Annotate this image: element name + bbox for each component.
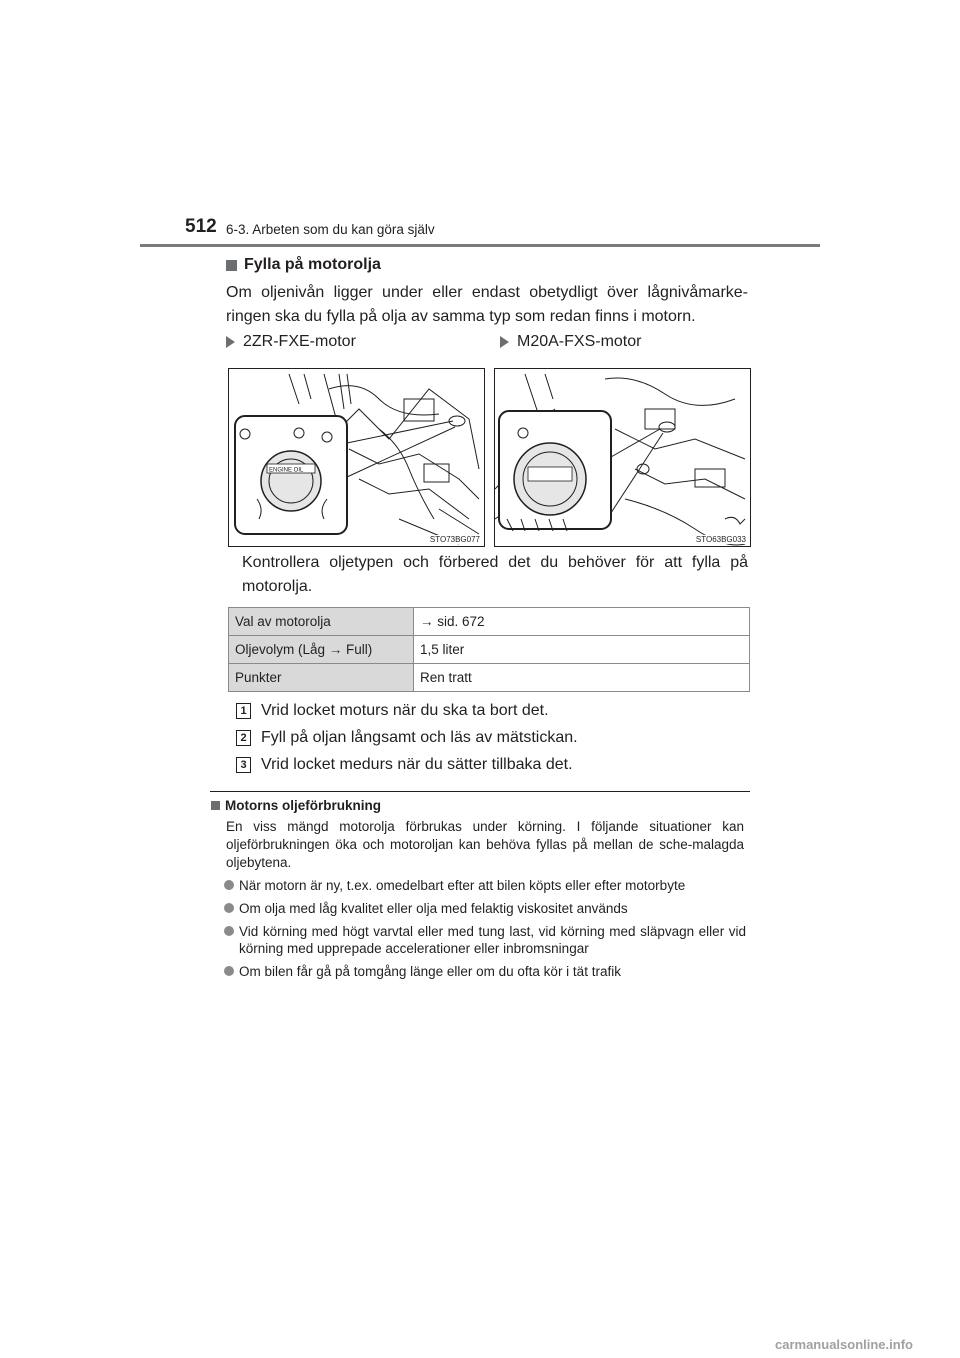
step-text: Fyll på oljan långsamt och läs av mätstickan. xyxy=(261,729,578,746)
list-item xyxy=(224,900,746,917)
watermark: carmanualsonline.info xyxy=(775,1337,913,1352)
circle-bullet-icon xyxy=(224,926,234,936)
table-value: → sid. 672 xyxy=(414,608,750,636)
table-row xyxy=(229,608,750,636)
engine-figure-2zr xyxy=(228,368,485,547)
engine-figure-m20a xyxy=(494,368,751,547)
step-number: 2 xyxy=(236,730,251,746)
list-item xyxy=(224,923,746,957)
engine-illustration-2zr xyxy=(229,369,484,546)
table-value: 1,5 liter xyxy=(414,636,750,664)
table-key: Punkter xyxy=(229,664,414,692)
table-row xyxy=(229,664,750,692)
circle-bullet-icon xyxy=(224,966,234,976)
oil-spec-table xyxy=(228,607,750,692)
section-title: 6-3. Arbeten som du kan göra själv xyxy=(226,222,435,237)
list-item xyxy=(224,877,746,894)
square-bullet-icon xyxy=(226,260,237,271)
check-paragraph: Kontrollera oljetypen och förbered det du behöver för att fylla på motorolja. xyxy=(242,554,748,595)
intro-paragraph: Om oljenivån ligger under eller endast obetydligt över lågnivåmarke-ringen ska du fylla på olja av samma typ som redan finns i motorn. xyxy=(226,284,748,325)
step-3 xyxy=(236,756,573,774)
step-number: 1 xyxy=(236,703,251,719)
figure-code-2: STO63BG033 xyxy=(695,535,746,544)
triangle-bullet-icon xyxy=(500,336,509,348)
page-number: 512 xyxy=(185,216,217,237)
circle-bullet-icon xyxy=(224,903,234,913)
variant-label-2 xyxy=(500,333,641,351)
table-key: Oljevolym (Låg → Full) xyxy=(229,636,414,664)
oil-cap-callout xyxy=(235,416,347,534)
oil-cap-callout xyxy=(499,411,611,531)
list-item-text: Om bilen får gå på tomgång länge eller om du ofta kör i tät trafik xyxy=(239,964,621,979)
engine-illustration-m20a xyxy=(495,369,750,546)
table-key: Val av motorolja xyxy=(229,608,414,636)
triangle-bullet-icon xyxy=(226,336,235,348)
svg-text:ENGINE OIL: ENGINE OIL xyxy=(269,467,304,474)
note-paragraph: En viss mängd motorolja förbrukas under körning. I följande situationer kan oljeförbrukningen öka och motoroljan kan behöva fyllas på mellan de sche-malagda oljebytena. xyxy=(226,819,744,870)
main-heading-text: Fylla på motorolja xyxy=(244,256,381,273)
step-2 xyxy=(236,729,578,747)
step-1 xyxy=(236,702,549,720)
header-rule xyxy=(140,244,820,247)
table-row xyxy=(229,636,750,664)
variant-label-2-text: M20A-FXS-motor xyxy=(517,333,642,350)
variant-label-1-text: 2ZR-FXE-motor xyxy=(243,333,356,350)
note-heading-text: Motorns oljeförbrukning xyxy=(225,798,381,813)
note-heading xyxy=(211,798,381,813)
figure-code-1: STO73BG077 xyxy=(429,535,480,544)
list-item-text: Om olja med låg kvalitet eller olja med felaktig viskositet används xyxy=(239,901,628,916)
list-item-text: Vid körning med högt varvtal eller med tung last, vid körning med släpvagn eller vid körning med upprepade accelerationer eller inbromsningar xyxy=(239,924,746,956)
table-value: Ren tratt xyxy=(414,664,750,692)
square-bullet-icon xyxy=(211,801,220,810)
list-item xyxy=(224,963,746,980)
note-divider xyxy=(210,791,750,792)
main-heading xyxy=(226,256,381,274)
step-text: Vrid locket moturs när du ska ta bort det. xyxy=(261,702,549,719)
variant-label-1 xyxy=(226,333,356,351)
list-item-text: När motorn är ny, t.ex. omedelbart efter att bilen köpts eller efter motorbyte xyxy=(239,878,686,893)
step-number: 3 xyxy=(236,757,251,773)
step-text: Vrid locket medurs när du sätter tillbaka det. xyxy=(261,756,573,773)
circle-bullet-icon xyxy=(224,880,234,890)
